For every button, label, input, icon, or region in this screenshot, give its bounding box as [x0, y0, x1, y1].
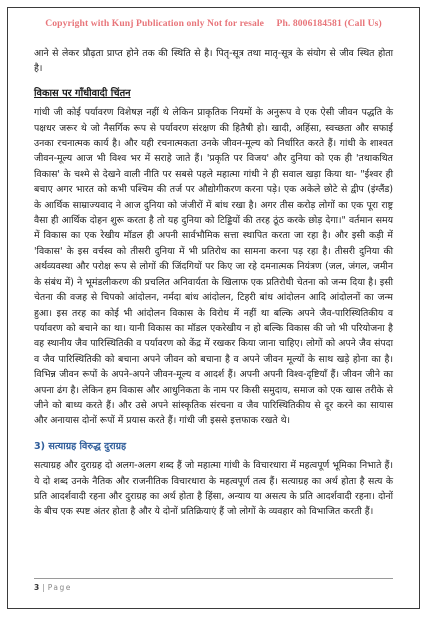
- page-number: 3: [34, 583, 40, 592]
- section-heading-satyagraha: 3) सत्याग्रह विरुद्ध दुराग्रह: [34, 440, 127, 452]
- intro-paragraph: आने से लेकर प्रौढ़ता प्राप्त होने तक की स्थिति से है। पितृ-सूत्र तथा मातृ-सूत्र के संयोग से जीव स्थित होता है।: [34, 48, 393, 75]
- contact-phone: Ph. 8006184581 (Call Us): [276, 18, 382, 29]
- section-paragraph-gandhian-development: गांधी जी कोई पर्यावरण विशेषज्ञ नहीं थे लेकिन प्राकृतिक नियमों के अनुरूप वे एक ऐसी जीवन पद्धति के पक्षधर जरूर थे जो नैसर्गिक रूप से पर्यावरण संरक्षण की हितैषी हो। खादी, अहिंसा, स्वच्छता और सफाई उनका रचनात्मक कार्य है। और यही रचनात्मकता उनके जीवन-मूल्य को निर्धारित करते हैं। गांधी के शाश्वत जीवन-मूल्य आज भी विश्व भर में सराहे जाते हैं। 'प्रकृति पर विजय' और दुनिया को एक ही 'तथाकथित विकास' के चश्मे से देखने वाली नीति पर सबसे पहले महात्मा गांधी ने ही सवाल खड़ा किया था- "ईश्वर ही बचाए अगर भारत को कभी पश्चिम की तर्ज पर औद्योगीकरण करना पड़े। एक अकेले छोटे से द्वीप (इंग्लैंड) के आर्थिक साम्राज्यवाद ने आज दुनिया को जंजीरों में बांध रखा है। अगर तीस करोड़ लोगों का एक पूरा राष्ट्र वैसा ही आर्थिक दोहन शुरू करता है तो यह दुनिया को टिड्डियों की तरह ठूंठ करके छोड़ देगा।" वर्तमान समय में विकास का एक रेखीय मॉडल ही अपनी सार्वभौमिक सत्ता स्थापित करता जा रहा है। और इसी कड़ी में 'विकास' के इस वर्चस्व को तीसरी दुनिया में भी प्रतिरोध का सामना करना पड़ रहा है। तीसरी दुनिया की अर्थव्यवस्था और परोक्ष रूप से लोगों की जिंदगियों पर किए जा रहे दमनात्मक नियंत्रण (जल, जंगल, जमीन के संबंध में) ने भूमंडलीकरण की प्रचलित अनिवार्यता के खिलाफ एक प्रतिरोधी चेतना को जन्म दिया है। इसी चेतना की वजह से चिपको आंदोलन, नर्मदा बांध आंदोलन, टिहरी बांध आंदोलन आदि आंदोलनों का जन्म हुआ। इस तरह का कोई भी आंदोलन विकास के विरोध में नहीं था बल्कि अपने जैव-पारिस्थितिकीय व पर्यावरण को बचाने का था। यानी विकास का मॉडल एकरेखीय न हो बल्कि विकास की जो भी परियोजना है वह स्थानीय जैव पारिस्थितिकी व पर्यावरण को केंद्र में रखकर किया जाना चाहिए। लोगों को अपने जैव संपदा व जैव पारिस्थितिकी को बचाना अपने जीवन को बचाना है व अपने जीवन मूल्यों के साथ खड़े होना का है। विभिन्न जीवन रूपों के अपने-अपने जीवन-मूल्य व आदर्श हैं। अपनी अपनी विश्व-दृष्टियाँ हैं। जीवन जीने का अपना ढंग है। लेकिन हम विकास और आधुनिकता के नाम पर किसी समुदाय, समाज को एक खास तरीके से जीने को बाध्य करते हैं। और उसे अपने सांस्कृतिक संरचना व जैव पारिस्थितिकीय से दूर करने का सायास और अनायास दोनों रूपों में प्रयास करते हैं। गांधी जी इससे इत्तफाक रखते थे।: [34, 107, 393, 427]
- section-heading-gandhian-development: विकास पर गाँधीवादी चिंतन: [34, 87, 131, 99]
- page-header: [8, 18, 419, 29]
- page-label: Page: [47, 583, 72, 592]
- footer-separator: |: [42, 583, 45, 592]
- section-paragraph-satyagraha: सत्याग्रह और दुराग्रह दो अलग-अलग शब्द हैं जो महात्मा गांधी के विचारधारा में महत्वपूर्ण भूमिका निभाते हैं। ये दो शब्द उनके नैतिक और राजनीतिक विचारधारा के महत्वपूर्ण तत्व हैं। सत्याग्रह का अर्थ होता है सत्य के प्रति आदर्शवादी रहना और दुराग्रह का अर्थ होता है हिंसा, अन्याय या असत्य के प्रति आदर्शवादी रहना। दोनों के बीच एक स्पष्ट अंतर होता है और ये दोनों प्रतिक्रियाएं हैं जो लोगों के व्यवहार को विभाजित करती हैं।: [34, 460, 393, 518]
- document-page: [7, 7, 420, 609]
- page-content: [34, 46, 393, 520]
- copyright-notice: Copyright with Kunj Publication only Not for resale: [45, 18, 264, 29]
- page-footer: [34, 578, 393, 592]
